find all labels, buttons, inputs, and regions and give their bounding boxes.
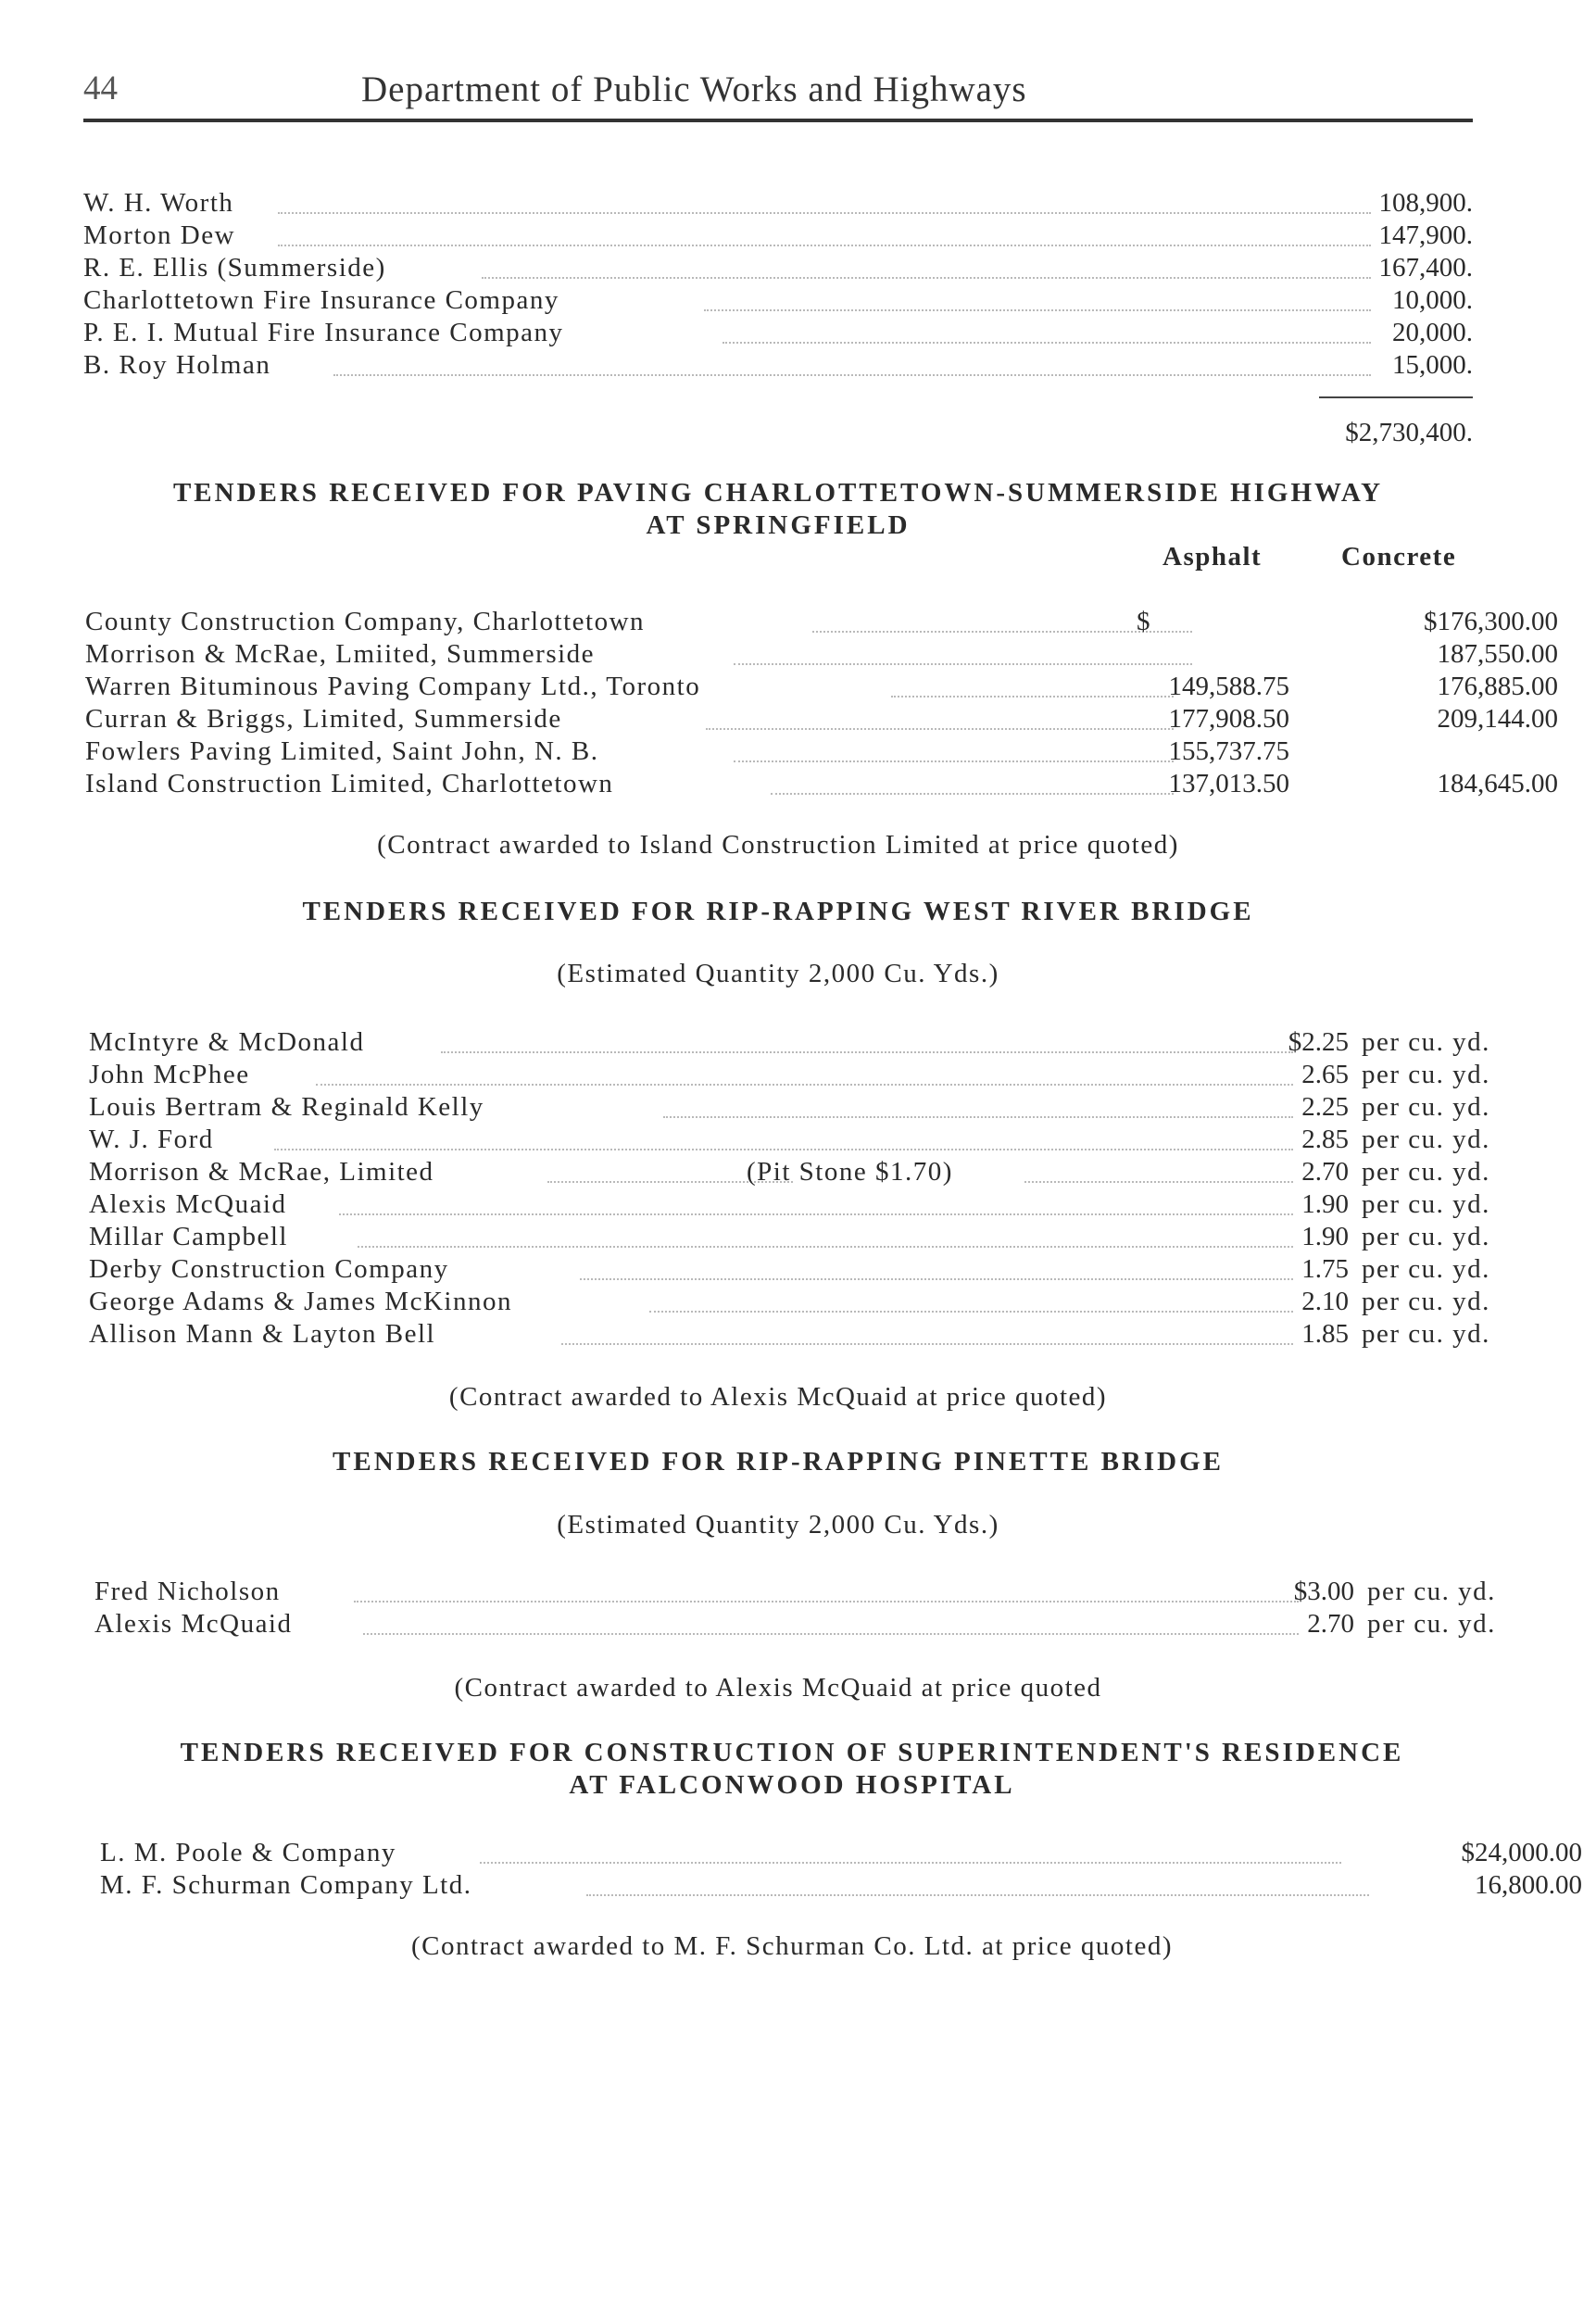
insured-amount: 108,900. [1378, 188, 1473, 218]
tender-amount: $24,000.00 [1461, 1838, 1582, 1867]
table-row [89, 1286, 1490, 1317]
table-row [100, 1869, 1582, 1901]
tenderer-name: Millar Campbell [89, 1222, 288, 1251]
tenderer-name: Derby Construction Company [89, 1254, 449, 1284]
section-heading: TENDERS RECEIVED FOR CONSTRUCTION OF SUPERINTENDENT'S RESIDENCE [180, 1738, 1404, 1767]
unit-label: per cu. yd. [1362, 1060, 1490, 1089]
table-row [85, 768, 1558, 799]
running-title: Department of Public Works and Highways [361, 69, 1027, 109]
section-heading: TENDERS RECEIVED FOR RIP-RAPPING WEST RIVER BRIDGE [302, 897, 1254, 926]
section-heading: TENDERS RECEIVED FOR PAVING CHARLOTTETOWN-SUMMERSIDE HIGHWAY [172, 478, 1384, 508]
list-item [83, 349, 1473, 381]
section-heading: TENDERS RECEIVED FOR RIP-RAPPING PINETTE BRIDGE [333, 1447, 1224, 1477]
table-row [89, 1091, 1490, 1123]
asphalt-price: 137,013.50 [1168, 769, 1289, 798]
tenderer-name: Fred Nicholson [94, 1577, 281, 1606]
concrete-price: 209,144.00 [1437, 704, 1558, 734]
tenderer-name: Alexis McQuaid [94, 1609, 293, 1639]
tenderer-name: Morrison & McRae, Lmiited, Summerside [85, 639, 596, 669]
concrete-price: $176,300.00 [1424, 607, 1558, 636]
asphalt-price: $ [1137, 607, 1151, 636]
unit-label: per cu. yd. [1362, 1125, 1490, 1154]
page-header [83, 59, 1473, 115]
unit-price: 1.75 [1301, 1254, 1349, 1284]
table-row [85, 638, 1558, 670]
insurer-name: W. H. Worth [83, 188, 234, 218]
unit-label: per cu. yd. [1362, 1222, 1490, 1251]
table-row [89, 1318, 1490, 1350]
unit-price: 1.90 [1301, 1189, 1349, 1219]
table-row [85, 735, 1475, 767]
table-row [89, 1026, 1490, 1058]
section-heading-line2: AT FALCONWOOD HOSPITAL [569, 1770, 1015, 1800]
tenderer-name: Morrison & McRae, Limited [89, 1157, 434, 1187]
table-row [85, 703, 1558, 735]
award-note: (Contract awarded to M. F. Schurman Co. Ltd. at price quoted) [410, 1931, 1174, 1961]
list-item [83, 220, 1473, 251]
unit-price: $3.00 [1293, 1577, 1354, 1606]
unit-price: 2.10 [1301, 1287, 1349, 1316]
tenderer-name: Fowlers Paving Limited, Saint John, N. B. [85, 736, 599, 766]
tenderer-name: George Adams & James McKinnon [89, 1287, 512, 1316]
unit-price: 2.70 [1301, 1157, 1349, 1187]
unit-price: $2.25 [1288, 1027, 1349, 1057]
unit-label: per cu. yd. [1362, 1254, 1490, 1284]
unit-label: per cu. yd. [1362, 1319, 1490, 1349]
insured-amount: 10,000. [1392, 285, 1473, 315]
table-row [89, 1221, 1490, 1252]
list-item [83, 317, 1473, 348]
table-row [89, 1188, 1490, 1220]
concrete-price: 184,645.00 [1437, 769, 1558, 798]
table-row [89, 1253, 1490, 1285]
award-note: (Contract awarded to Alexis McQuaid at price quoted) [448, 1382, 1108, 1412]
award-note: (Contract awarded to Island Construction Limited at price quoted) [377, 830, 1179, 860]
unit-label: per cu. yd. [1367, 1577, 1496, 1606]
table-row [100, 1837, 1582, 1868]
asphalt-price: 177,908.50 [1168, 704, 1289, 734]
unit-price: 2.65 [1301, 1060, 1349, 1089]
quantity-estimate: (Estimated Quantity 2,000 Cu. Yds.) [557, 959, 999, 988]
insured-amount: 147,900. [1378, 220, 1473, 250]
concrete-price: 187,550.00 [1437, 639, 1558, 669]
column-header-asphalt: Asphalt [1162, 542, 1263, 572]
table-row [89, 1124, 1490, 1155]
unit-price: 2.85 [1301, 1125, 1349, 1154]
insurer-name: Morton Dew [83, 220, 236, 250]
tenderer-name: M. F. Schurman Company Ltd. [100, 1870, 472, 1900]
insurer-name: P. E. I. Mutual Fire Insurance Company [83, 318, 564, 347]
insurance-total: $2,730,400. [1345, 418, 1473, 447]
tenderer-name: County Construction Company, Charlottetown [85, 607, 646, 636]
insured-amount: 20,000. [1392, 318, 1473, 347]
insured-amount: 167,400. [1378, 253, 1473, 283]
list-item [83, 284, 1473, 316]
table-row [89, 1059, 1490, 1090]
tender-amount: 16,800.00 [1475, 1870, 1582, 1900]
insurance-total-row [1288, 417, 1473, 448]
column-header-concrete: Concrete [1341, 542, 1457, 572]
asphalt-price: 149,588.75 [1168, 672, 1289, 701]
quantity-estimate: (Estimated Quantity 2,000 Cu. Yds.) [557, 1510, 999, 1540]
table-row [94, 1576, 1496, 1607]
tenderer-name: John McPhee [89, 1060, 250, 1089]
tenderer-name: W. J. Ford [89, 1125, 214, 1154]
unit-label: per cu. yd. [1362, 1092, 1490, 1122]
pit-stone-note: (Pit Stone $1.70) [747, 1157, 953, 1187]
tenderer-name: McIntyre & McDonald [89, 1027, 365, 1057]
unit-price: 1.90 [1301, 1222, 1349, 1251]
tenderer-name: Allison Mann & Layton Bell [89, 1319, 436, 1349]
page-number: 44 [83, 69, 118, 107]
insurer-name: Charlottetown Fire Insurance Company [83, 285, 559, 315]
table-row [94, 1608, 1496, 1640]
table-row [85, 671, 1558, 702]
unit-label: per cu. yd. [1362, 1157, 1490, 1187]
unit-price: 2.25 [1301, 1092, 1349, 1122]
tenderer-name: Alexis McQuaid [89, 1189, 287, 1219]
unit-label: per cu. yd. [1362, 1287, 1490, 1316]
list-item [83, 187, 1473, 219]
tenderer-name: Curran & Briggs, Limited, Summerside [85, 704, 562, 734]
tenderer-name: Warren Bituminous Paving Company Ltd., Toronto [85, 672, 701, 701]
award-note: (Contract awarded to Alexis McQuaid at price quoted [454, 1673, 1102, 1703]
insured-amount: 15,000. [1392, 350, 1473, 380]
concrete-price: 176,885.00 [1437, 672, 1558, 701]
section-heading-line2: AT SPRINGFIELD [646, 510, 911, 540]
insurer-name: R. E. Ellis (Summerside) [83, 253, 386, 283]
unit-label: per cu. yd. [1367, 1609, 1496, 1639]
header-rule [83, 119, 1473, 122]
table-row [89, 1156, 1490, 1188]
unit-label: per cu. yd. [1362, 1027, 1490, 1057]
asphalt-price: 155,737.75 [1168, 736, 1289, 766]
unit-price: 2.70 [1307, 1609, 1354, 1639]
tenderer-name: Louis Bertram & Reginald Kelly [89, 1092, 484, 1122]
list-item [83, 252, 1473, 283]
unit-label: per cu. yd. [1362, 1189, 1490, 1219]
unit-price: 1.85 [1301, 1319, 1349, 1349]
tenderer-name: Island Construction Limited, Charlottetown [85, 769, 614, 798]
insurer-name: B. Roy Holman [83, 350, 271, 380]
total-rule [1319, 396, 1473, 398]
tenderer-name: L. M. Poole & Company [100, 1838, 396, 1867]
table-row [85, 606, 1558, 637]
